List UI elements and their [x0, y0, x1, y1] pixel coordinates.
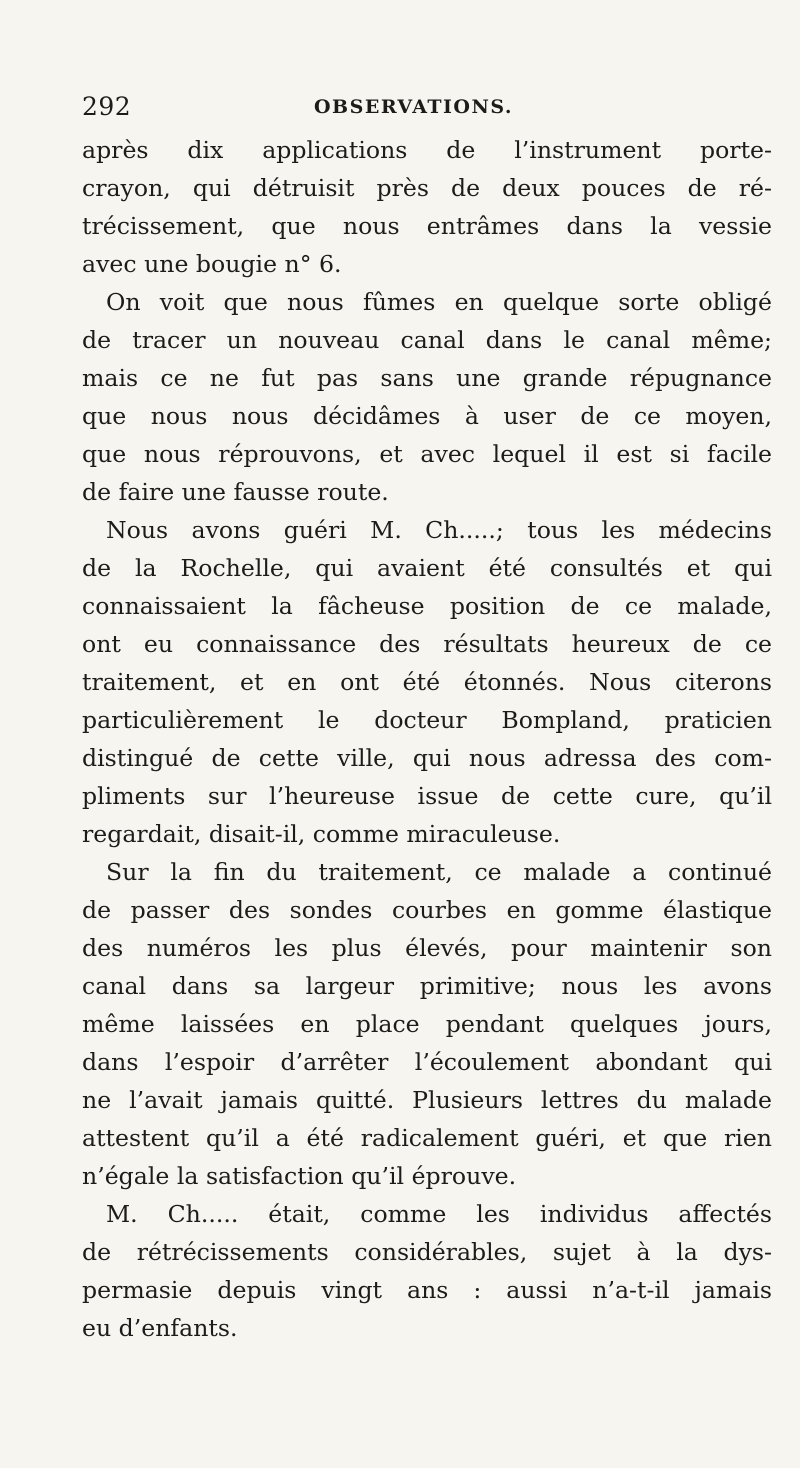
text-line: regardait, disait-il, comme miraculeuse.	[82, 820, 561, 848]
text-line: dans l’espoir d’arrêter l’écoulement abondant qui	[82, 1048, 772, 1076]
page-number: 292	[82, 92, 132, 121]
text-line: de rétrécissements considérables, sujet à la dys-	[82, 1238, 772, 1266]
text-line: On voit que nous fûmes en quelque sorte obligé	[106, 288, 772, 316]
text-line: distingué de cette ville, qui nous adressa des com-	[82, 744, 772, 772]
text-line: ont eu connaissance des résultats heureux de ce	[82, 630, 772, 658]
text-line: même laissées en place pendant quelques jours,	[82, 1010, 772, 1038]
text-line: n’égale la satisfaction qu’il éprouve.	[82, 1162, 517, 1190]
text-line: eu d’enfants.	[82, 1314, 238, 1342]
text-line: traitement, et en ont été étonnés. Nous citerons	[82, 668, 772, 696]
text-line: que nous nous décidâmes à user de ce moyen,	[82, 402, 772, 430]
text-line: canal dans sa largeur primitive; nous les avons	[82, 972, 772, 1000]
text-line: trécissement, que nous entrâmes dans la vessie	[82, 212, 772, 240]
body-text	[82, 131, 772, 1347]
text-line: ne l’avait jamais quitté. Plusieurs lettres du malade	[82, 1086, 772, 1114]
text-line: que nous réprouvons, et avec lequel il est si facile	[82, 440, 772, 468]
text-line: pliments sur l’heureuse issue de cette cure, qu’il	[82, 782, 772, 810]
text-line: de faire une fausse route.	[82, 478, 389, 506]
text-line: M. Ch..... était, comme les individus affectés	[106, 1200, 772, 1228]
text-line: après dix applications de l’instrument porte-	[82, 136, 772, 164]
text-line: de passer des sondes courbes en gomme élastique	[82, 896, 772, 924]
text-line: connaissaient la fâcheuse position de ce malade,	[82, 592, 772, 620]
running-title: OBSERVATIONS.	[314, 96, 513, 118]
text-line: Sur la fin du traitement, ce malade a continué	[106, 858, 772, 886]
text-line: particulièrement le docteur Bompland, praticien	[82, 706, 772, 734]
text-line: crayon, qui détruisit près de deux pouces de ré-	[82, 174, 772, 202]
text-line: des numéros les plus élevés, pour maintenir son	[82, 934, 772, 962]
text-line: avec une bougie n° 6.	[82, 250, 342, 278]
text-line: permasie depuis vingt ans : aussi n’a-t-il jamais	[82, 1276, 772, 1304]
running-head	[80, 92, 760, 122]
text-line: attestent qu’il a été radicalement guéri, et que rien	[82, 1124, 772, 1152]
text-line: de la Rochelle, qui avaient été consultés et qui	[82, 554, 772, 582]
text-line: mais ce ne fut pas sans une grande répugnance	[82, 364, 772, 392]
text-line: de tracer un nouveau canal dans le canal même;	[82, 326, 772, 354]
text-line: Nous avons guéri M. Ch.....; tous les médecins	[106, 516, 772, 544]
